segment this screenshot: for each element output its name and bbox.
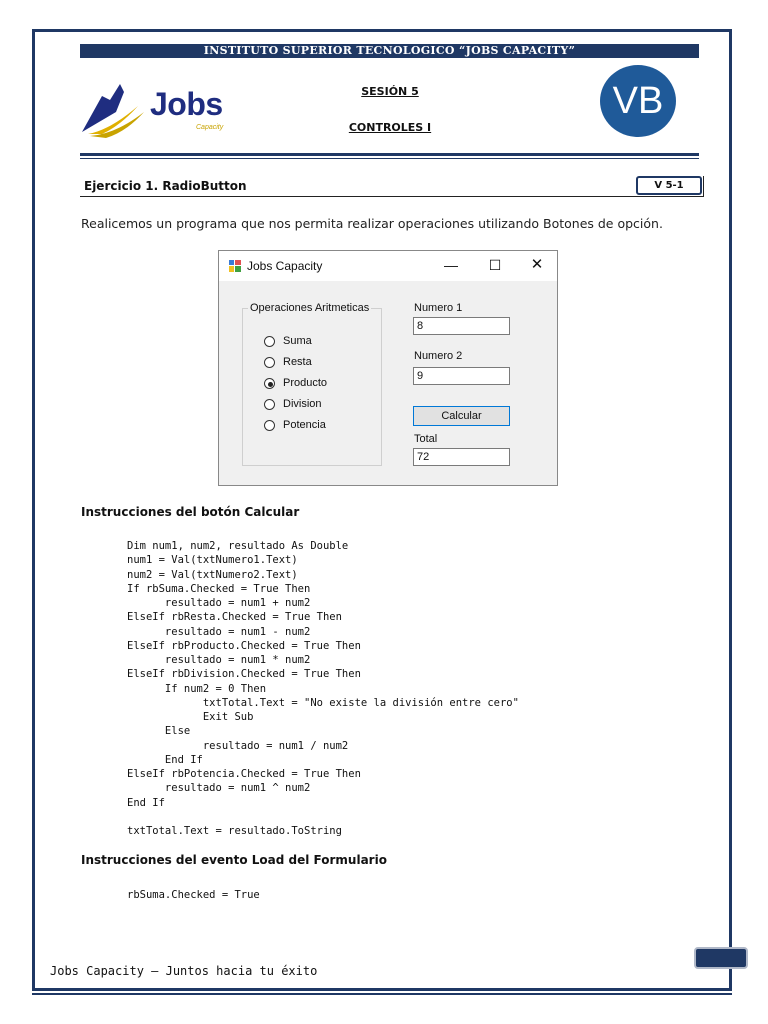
radio-dot [268,382,273,387]
section-title: CONTROLES I [348,121,432,134]
code-block-calc: Dim num1, num2, resultado As Double num1 = Val(txtNumero1.Text) num2 = Val(txtNumero2.Text) If rbSuma.Checked = True Then resultado = num1 + num2 ElseIf rbResta.Checked = True Then resultado = num1 - num2 ElseIf rbProducto.Checked = True Then resultado = num1 * num2 ElseIf rbDivision.Checked = True Then If num2 = 0 Then txtTotal.Text = "No existe la división entre cero" Exit Sub Else resultado = num1 / num2 End If ElseIf rbPotencia.Checked = True Then resultado = num1 ^ num2 End If txtTotal.Text = resultado.ToString [127,540,519,837]
vb-badge: VB [600,65,676,137]
window-title: Jobs Capacity [247,259,323,273]
numero2-input[interactable]: 9 [413,367,510,385]
bottom-rule [32,993,732,995]
calcular-button-label: Calcular [441,410,482,422]
intro-text: Realicemos un programa que nos permita realizar operaciones utilizando Botones de opción. [81,216,663,231]
radio-circle[interactable] [264,399,275,410]
page-tab [694,947,748,969]
radio-label: Resta [283,356,312,368]
radio-label: Producto [283,377,328,389]
exercise-title: Ejercicio 1. RadioButton [84,179,247,193]
calcular-button[interactable] [413,406,510,426]
radio-label: Suma [283,335,312,347]
radio-circle-checked[interactable] [264,378,275,389]
app-window [218,250,558,486]
radio-resta[interactable] [264,355,374,371]
numero1-input[interactable]: 8 [413,317,510,335]
radio-suma[interactable] [264,334,374,350]
numero1-label: Numero 1 [414,302,463,314]
app-icon [229,260,241,272]
radio-producto[interactable] [264,376,374,392]
instructions-load-title: Instrucciones del evento Load del Formulario [81,853,387,867]
logo-subtext: Capacity [196,124,224,131]
exercise-rule [80,196,704,197]
radio-circle[interactable] [264,336,275,347]
radio-division[interactable] [264,397,374,413]
radio-circle[interactable] [264,420,275,431]
code-block-load: rbSuma.Checked = True [127,889,260,901]
session-title: SESIÓN 5 [361,85,419,98]
maximize-icon[interactable]: ☐ [488,257,502,273]
radio-label: Potencia [283,419,326,431]
instructions-calc-title: Instrucciones del botón Calcular [81,505,300,519]
group-label: Operaciones Aritmeticas [250,302,370,314]
header-rule [80,153,699,156]
close-icon[interactable]: ✕ [530,256,544,273]
logo-text: Jobs [150,86,223,122]
numero2-label: Numero 2 [414,350,463,362]
footer-text: Jobs Capacity – Juntos hacia tu éxito [50,964,318,978]
exercise-rule-vertical [703,176,704,197]
total-output[interactable]: 72 [413,448,510,466]
header-rule-thin [80,158,699,159]
version-badge: V 5-1 [636,176,702,195]
institute-banner: INSTITUTO SUPERIOR TECNOLOGICO “JOBS CAPACITY” [80,44,699,58]
radio-circle[interactable] [264,357,275,368]
window-titlebar[interactable] [219,251,557,281]
minimize-icon[interactable]: — [444,257,458,273]
radio-potencia[interactable] [264,418,374,434]
total-label: Total [414,433,438,445]
radio-label: Division [283,398,322,410]
